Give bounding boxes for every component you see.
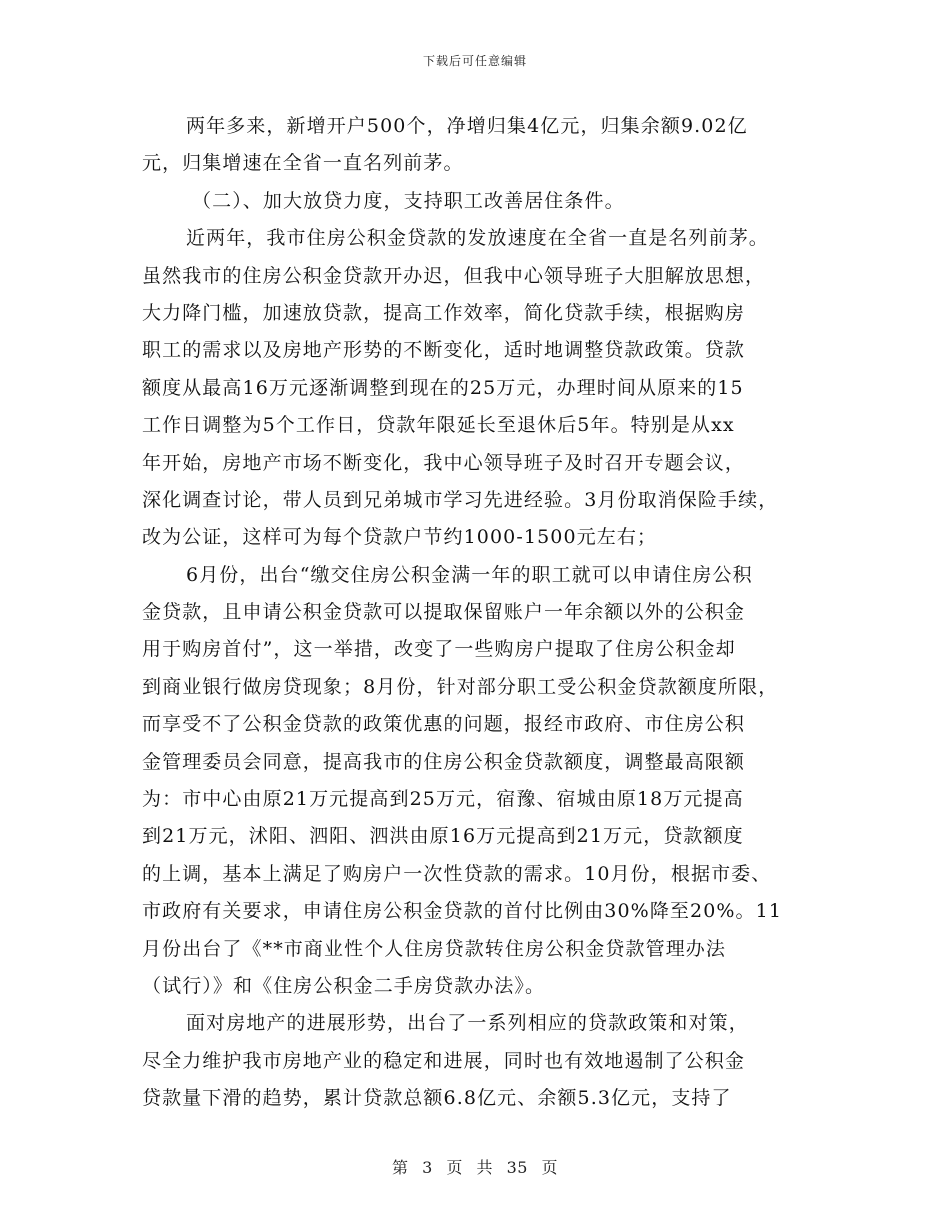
page-number-footer <box>0 1155 950 1178</box>
paragraph-line: 金管理委员会同意，提高我市的住房公积金贷款额度，调整最高限额 <box>142 750 746 773</box>
page-label-mid2: 共 <box>476 1158 493 1177</box>
paragraph-line: 的上调，基本上满足了购房户一次性贷款的需求。10月份，根据市委、 <box>142 862 772 885</box>
current-page-number: 3 <box>422 1158 433 1177</box>
paragraph-line: 到21万元，沭阳、泗阳、泗洪由原16万元提高到21万元，贷款额度 <box>142 825 744 848</box>
paragraph-line: 两年多来，新增开户500个，净增归集4亿元，归集余额9.02亿 <box>186 115 748 137</box>
paragraph-line: 为：市中心由原21万元提高到25万元，宿豫、宿城由原18万元提高 <box>142 788 744 811</box>
paragraph-line: 额度从最高16万元逐渐调整到现在的25万元，办理时间从原来的15 <box>142 376 744 399</box>
paragraph-line: 贷款量下滑的趋势，累计贷款总额6.8亿元、余额5.3亿元，支持了 <box>142 1087 732 1110</box>
paragraph-line: 元，归集增速在全省一直名列前茅。 <box>142 152 464 175</box>
page-label-prefix: 第 <box>391 1158 409 1177</box>
paragraph-line: 而享受不了公积金贷款的政策优惠的问题，报经市政府、市住房公积 <box>142 713 746 736</box>
paragraph-line: 6月份，出台“缴交住房公积金满一年的职工就可以申请住房公积 <box>186 563 753 586</box>
paragraph-line: 深化调查讨论，带人员到兄弟城市学习先进经验。3月份取消保险手续， <box>142 488 779 511</box>
paragraph-line: 到商业银行做房贷现象；8月份，针对部分职工受公积金贷款额度所限， <box>142 675 779 698</box>
paragraph-line: 职工的需求以及房地产形势的不断变化，适时地调整贷款政策。贷款 <box>142 339 746 362</box>
paragraph-line: 改为公证，这样可为每个贷款户节约1000-1500元左右； <box>142 526 658 549</box>
paragraph-line: 近两年，我市住房公积金贷款的发放速度在全省一直是名列前茅。 <box>186 227 769 250</box>
paragraph-line: 年开始，房地产市场不断变化，我中心领导班子及时召开专题会议， <box>142 451 746 474</box>
paragraph-line: 金贷款，且申请公积金贷款可以提取保留账户一年余额以外的公积金 <box>142 601 746 624</box>
page-header-note: 下载后可任意编辑 <box>422 54 527 68</box>
total-pages-number: 35 <box>506 1158 528 1177</box>
paragraph-line: 工作日调整为5个工作日，贷款年限延长至退休后5年。特别是从xx <box>142 414 735 437</box>
document-body <box>142 108 832 1118</box>
paragraph-line: 市政府有关要求，申请住房公积金贷款的首付比例由30%降至20%。11 <box>142 900 783 923</box>
paragraph-line: 虽然我市的住房公积金贷款开办迟，但我中心领导班子大胆解放思想， <box>142 264 766 287</box>
section-heading: （二）、加大放贷力度，支持职工改善居住条件。 <box>192 189 625 212</box>
paragraph-line: 面对房地产的进展形势，出台了一系列相应的贷款政策和对策， <box>186 1012 749 1035</box>
paragraph-line: 尽全力维护我市房地产业的稳定和进展，同时也有效地遏制了公积金 <box>142 1049 746 1072</box>
paragraph-line: （试行）》和《住房公积金二手房贷款办法》。 <box>142 974 546 997</box>
paragraph-line: 大力降门槛，加速放贷款，提高工作效率，简化贷款手续，根据购房 <box>142 301 746 324</box>
page-label-suffix: 页 <box>541 1158 559 1177</box>
paragraph-line: 月份出台了《**市商业性个人住房贷款转住房公积金贷款管理办法 <box>142 937 727 960</box>
paragraph-line: 用于购房首付”，这一举措，改变了一些购房户提取了住房公积金却 <box>142 638 736 661</box>
page-label-mid1: 页 <box>446 1158 463 1177</box>
